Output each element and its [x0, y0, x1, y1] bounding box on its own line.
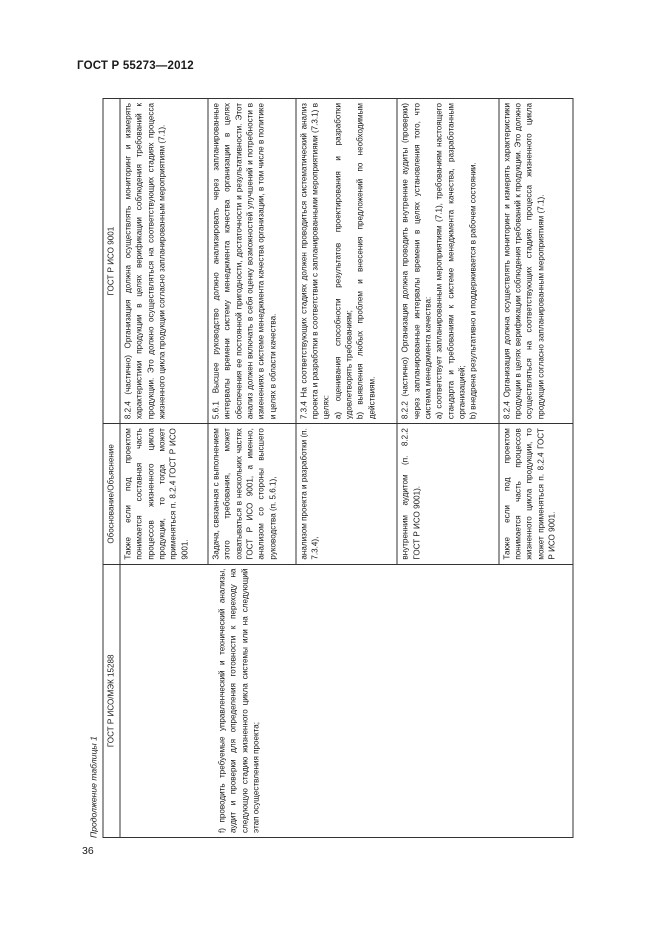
table-continuation-caption: Продолжение таблицы 1: [88, 735, 98, 838]
table-cell-iso9001: 7.3.4 На соответствующих стадиях должен проводиться систематический анализ проекта и разработки в соответствии с запланированными мероприятиями (7.3.1) в целях: a) оценивания способности результатов проектирования и разработки удовлетворять требованиям; b) выявления любых проблем и внесения предложений по необходимым действиям.: [295, 98, 397, 423]
spacer: [122, 568, 216, 832]
page-number: 36: [82, 845, 94, 857]
column-header: Обоснование/Объяснение: [103, 423, 120, 563]
table-cell-gost-15288: [120, 564, 573, 837]
table-row: [120, 98, 208, 837]
table-cell-rationale: анализом проекта и разработки (п. 7.3.4),: [295, 423, 397, 563]
table-cell-rationale: Задача, связанная с выполнением этого требования, может охватываться в нескольких частях ГОСТ Р ИСО 9001, а именно, анализом со стороны высшего руководства (п. 5.6.1),: [207, 423, 295, 563]
comparison-table: [102, 98, 573, 838]
table-cell-iso9001: 8.2.4 (частично) Организация должна осуществлять мониторинг и измерять характеристики продукции в целях верификации соблюдения требований к продукции. Это должно осуществляться на соответствующих стадиях процесса жизненного цикла продукции согласно запланированным мероприятиям (7.1).: [120, 98, 208, 423]
table-cell-rationale: внутренним аудитом (п. 8.2.2 ГОСТ Р ИСО 9001).: [397, 423, 499, 563]
table-cell-rationale: Также если под проектом понимается часть процессов жизненного цикла продукции, то может применяться п. 8.2.4 ГОСТ Р ИСО 9001.: [498, 423, 572, 563]
cell-text: f) проводить требуемые управленческий и технический анализы, аудит и проверки для определения готовности к переходу на следующую стадию жизненного цикла системы или на следующий этап осуществления проекта;: [217, 568, 260, 833]
table-cell-iso9001: 8.2.2 (частично) Организация должна проводить внутренние аудиты (проверки) через запланированные интервалы времени в целях установления того, что система менеджмента качества: a) соответствует запланированным мероприятиям (7.1), требованиям настоящего стандарта и требованиям к системе менеджмента качества, разработанным организацией; b) внедрена результативно и поддерживается в рабочем состоянии.: [397, 98, 499, 423]
table-cell-iso9001: 8.2.4 Организация должна осуществлять мониторинг и измерять характеристики продукции в целях верификации соблюдения требований к продукции. Это должно осуществляться на соответствующих стадиях процесса жизненного цикла продукции согласно запланированным мероприятиям (7.1).: [498, 98, 572, 423]
table-cell-iso9001: 5.6.1 Высшее руководство должно анализировать через запланированные интервалы времени систему менеджмента качества организации в целях обеспечения ее постоянной пригодности, достаточности и результативности. Этот анализ должен включать в себя оценку возможностей улучшений и потребности в изменениях в системе менеджмента качества организации, в том числе в политике и целях в области качества.: [207, 98, 295, 423]
document-header: ГОСТ Р 55273—2012: [77, 60, 194, 72]
rotated-table-block: [88, 98, 573, 838]
column-header: ГОСТ Р ИСО/МЭК 15288: [103, 564, 120, 837]
table-header-row: [103, 98, 120, 837]
column-header: ГОСТ Р ИСО 9001: [103, 98, 120, 423]
table-cell-rationale: Также если под проектом понимается составная часть процессов жизненного цикла продукции, то тогда может применяться п. 8.2.4 ГОСТ Р ИСО 9001.: [120, 423, 208, 563]
